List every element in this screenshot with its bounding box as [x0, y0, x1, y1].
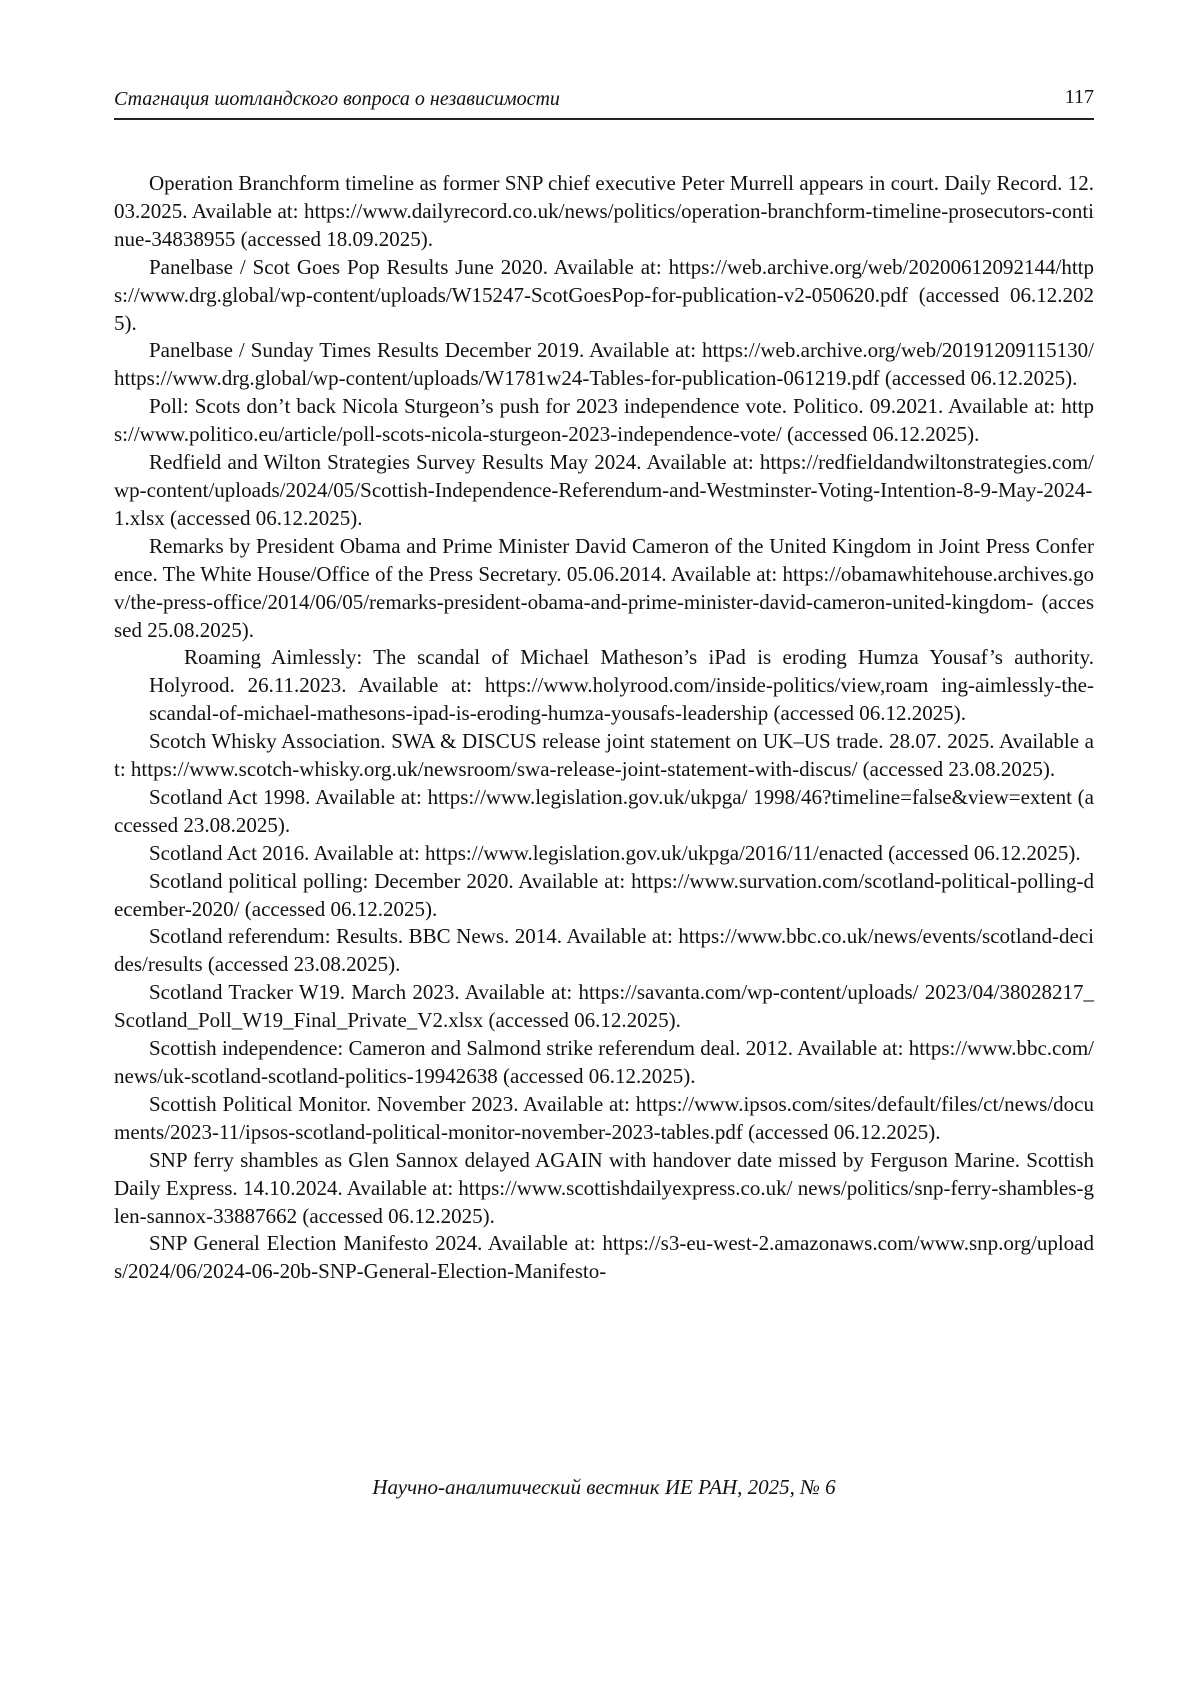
reference-item: Panelbase / Sunday Times Results December 2019. Available at: https://web.archive.org/web/20191209115130/https://www.drg.global/wp-content/uploads/W1781w24-Tables-for-publication-061219.pdf (accessed 06.12.2025). — [114, 338, 1094, 391]
reference-item: Scotland political polling: December 2020. Available at: https://www.survation.com/scotland-political-polling-december-2020/ (accessed 06.12.2025). — [114, 868, 1094, 921]
reference-item: Roaming Aimlessly: The scandal of Michael Matheson’s iPad is eroding Humza Yousaf’s authority. Holyrood. 26.11.2023. Available at: https://www.holyrood.com/inside-politics/view,roam ing-aimlessly-the-scandal-of-michael-mathesons-ipad-is-eroding-humza-yousafs-leadership (accessed 06.12.2025). — [149, 645, 1094, 726]
reference-item: Panelbase / Scot Goes Pop Results June 2020. Available at: https://web.archive.org/web/20200612092144/https://www.drg.global/wp-content/uploads/W15247-ScotGoesPop-for-publication-v2-050620.pdf (accessed 06.12.2025). — [114, 254, 1094, 335]
reference-item: Scotland Act 2016. Available at: https://www.legislation.gov.uk/ukpga/2016/11/enacted (accessed 06.12.2025). — [149, 840, 1081, 865]
reference-item: Operation Branchform timeline as former SNP chief executive Peter Murrell appears in court. Daily Record. 12.03.2025. Available at: https://www.dailyrecord.co.uk/news/politics/operation-branchform-timeline-prosecutors-continue-34838955 (accessed 18.09.2025). — [114, 171, 1094, 251]
reference-item: Scotland referendum: Results. BBC News. 2014. Available at: https://www.bbc.co.uk/news/events/scotland-decides/results (accessed 23.08.2025). — [114, 924, 1094, 977]
reference-item: Scottish independence: Cameron and Salmond strike referendum deal. 2012. Available at: https://www.bbc.com/news/uk-scotland-scotland-politics-19942638 (accessed 06.12.2025). — [114, 1036, 1094, 1088]
reference-item: SNP ferry shambles as Glen Sannox delayed AGAIN with handover date missed by Ferguson Marine. Scottish Daily Express. 14.10.2024. Available at: https://www.scottishdailyexpress.co.uk/ news/politics/snp-ferry-shambles-glen-sannox-33887662 (accessed 06.12.2025). — [114, 1147, 1094, 1228]
reference-item: Remarks by President Obama and Prime Minister David Cameron of the United Kingdom in Joint Press Conference. The White House/Office of the Press Secretary. 05.06.2014. Available at: https://obamawhitehouse.archives.gov/the-press-office/2014/06/05/remarks-president-obama-and-prime-minister-david-cameron-united-kingdom- (accessed 25.08.2025). — [114, 533, 1094, 642]
reference-item: SNP General Election Manifesto 2024. Available at: https://s3-eu-west-2.amazonaws.com/www.snp.org/uploads/2024/06/2024-06-20b-SNP-General-Election-Manifesto- — [114, 1231, 1094, 1284]
reference-item: Scotch Whisky Association. SWA & DISCUS release joint statement on UK–US trade. 28.07. 2025. Available at: https://www.scotch-whisky.org.uk/newsroom/swa-release-joint-statement-with-discus/ (accessed 23.08.2025). — [114, 729, 1094, 782]
page-number: 117 — [1064, 86, 1094, 108]
reference-item: Scottish Political Monitor. November 2023. Available at: https://www.ipsos.com/sites/default/files/ct/news/documents/2023-11/ipsos-scotland-political-monitor-november-2023-tables.pdf (accessed 06.12.2025). — [114, 1091, 1094, 1144]
reference-item: Poll: Scots don’t back Nicola Sturgeon’s push for 2023 independence vote. Politico. 09.2021. Available at: https://www.politico.eu/article/poll-scots-nicola-sturgeon-2023-independence-vote/ (accessed 06.12.2025). — [114, 394, 1094, 447]
journal-footer: Научно-аналитический вестник ИЕ РАН, 2025, № 6 — [372, 1475, 836, 1499]
running-header — [114, 84, 1094, 120]
reference-item: Redfield and Wilton Strategies Survey Results May 2024. Available at: https://redfieldandwiltonstrategies.com/wp-content/uploads/2024/05/Scottish-Independence-Referendum-and-Westminster-Voting-Intention-8-9-May-2024-1.xlsx (accessed 06.12.2025). — [114, 450, 1094, 530]
running-title: Стагнация шотландского вопроса о независимости — [114, 88, 560, 110]
reference-item: Scotland Act 1998. Available at: https://www.legislation.gov.uk/ukpga/ 1998/46?timeline=false&view=extent (accessed 23.08.2025). — [114, 784, 1094, 837]
reference-list — [114, 170, 1094, 1286]
reference-item: Scotland Tracker W19. March 2023. Available at: https://savanta.com/wp-content/uploads/ 2023/04/38028217_Scotland_Poll_W19_Final_Private_V2.xlsx (accessed 06.12.2025). — [114, 980, 1094, 1033]
